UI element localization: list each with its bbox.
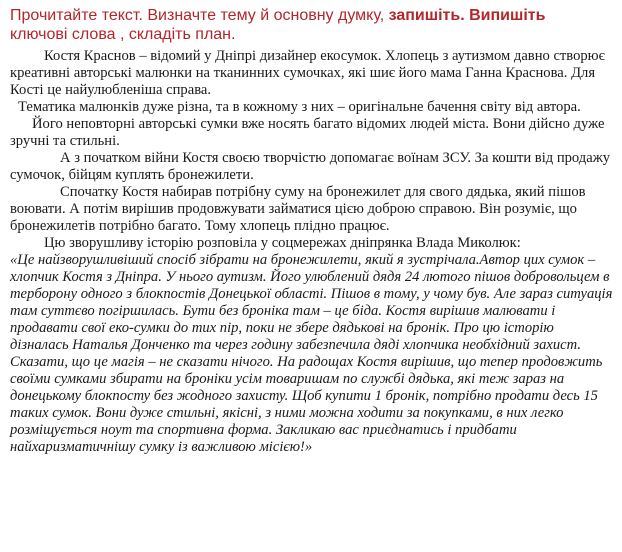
quote-block: «Це найзворушливіший спосіб зібрати на бронежилети, який я зустрічала.Автор цих сумок – хлопчик Костя з Дніпра. У нього аутизм. Його улюблений дядя 24 лютого пішов добровольцем в терборону одного з блокпостів Донецької області. Пішов в тому, у чому був. Але зараз ситуація там суттєво погіршилась. Бути без броніка там – це біда. Костя вирішив малювати і продавати свої еко-сумки до тих пір, поки не збере дядькові на бронік. Про цю історію дізналась Наталья Донченко та через годину забезпечила дяді хлопчика необхідний захист. Сказати, що це магія – не сказати нічого. На радощах Костя вирішив, що тепер продовжить своїми сумками збирати на броніки усім товаришам по службі дядька, які теж зараз на донецькому блокпосту без жодного захисту. Щоб купити 1 бронік, потрібно продати десь 15 таких сумок. Вони дуже стильні, якісні, з ними можна ходити за покупками, в них легко розміщується ноут та спортивна форма. Закликаю вас приєднатись і придбати найхаризматичнішу сумку із важливою місією!» [10,252,613,455]
paragraph-2: Тематика малюнків дуже різна, та в кожному з них – оригінальне бачення світу від автора. [18,99,581,115]
task-bold-write: запишіть. [388,7,465,24]
task-instruction [10,6,614,44]
paragraph-5: Спочатку Костя набирав потрібну суму на бронежилет для свого дядька, який пішов воювати. А потім вирішив продовжувати займатися цією доброю справою. Він розуміє, що бронежилетів потрібно багато. Тому хлопець плідно працює. [10,184,586,234]
task-text: Прочитайте текст. Визначте тему й основну думку, [10,7,389,24]
paragraph-6: Цю зворушливу історію розповіла у соцмережах дніпрянка Влада Миколюк: [44,235,521,251]
task-bold-extract: Випишіть [469,7,546,24]
paragraph-4: А з початком війни Костя своєю творчістю допомагає воїнам ЗСУ. За кошти від продажу сумочок, бійцям куплять бронежилети. [10,150,611,183]
task-text-line2: ключові слова , складіть план. [10,26,236,43]
article-text [10,48,614,456]
paragraph-1: Костя Краснов – відомий у Дніпрі дизайнер екосумок. Хлопець з аутизмом давно створює креативні авторські малюнки на тканинних сумочках, які шиє його мама Ганна Краснова. Для Кості це найулюбленіша справа. [10,48,605,98]
paragraph-3: Його неповторні авторські сумки вже носять багато відомих людей міста. Вони дійсно дуже зручні та стильні. [10,116,605,149]
